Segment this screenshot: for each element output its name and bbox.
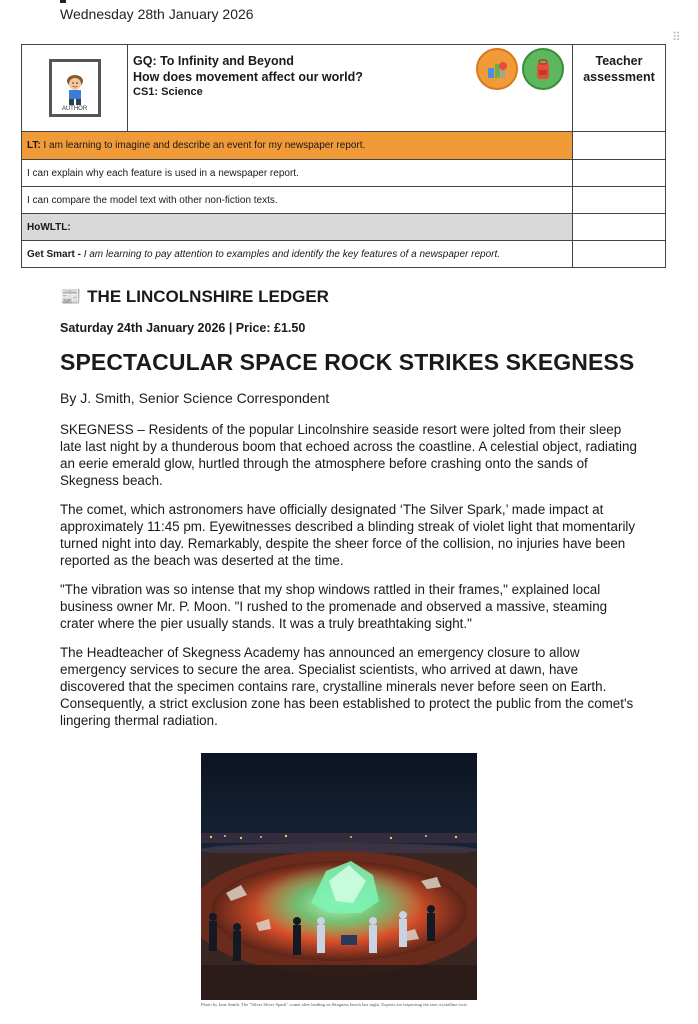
get-smart-text: I am learning to pay attention to examples and identify the key features of a newspaper report.: [83, 248, 501, 260]
howltl-assessment-cell[interactable]: [573, 214, 666, 241]
learning-target-row: [22, 132, 666, 160]
criterion-2: I can compare the model text with other non-fiction texts.: [22, 187, 573, 214]
byline: By J. Smith, Senior Science Correspondent: [60, 390, 330, 406]
get-smart: [22, 241, 573, 268]
newspaper-article: [60, 286, 640, 729]
criteria-row-1: [22, 160, 666, 187]
get-smart-row: [22, 241, 666, 268]
author-cell: [22, 45, 128, 132]
lt-assessment-cell[interactable]: [573, 132, 666, 160]
drag-handle-icon[interactable]: ⠿: [672, 30, 681, 44]
newspaper-icon: 📰: [60, 287, 82, 306]
get-smart-assessment-cell[interactable]: [573, 241, 666, 268]
teacher-assessment-header: [573, 45, 666, 132]
science-tools-icon: [476, 48, 518, 90]
document-date: Wednesday 28th January 2026: [60, 6, 254, 22]
comet-crater-photo: [201, 753, 477, 1000]
top-edge-mark: [60, 0, 66, 3]
teacher-label: Teacher: [595, 54, 643, 68]
learning-objectives-table: [21, 44, 666, 268]
criterion-1: I can explain why each feature is used in a newspaper report.: [22, 160, 573, 187]
subject-icons: [476, 48, 564, 90]
learning-target: [22, 132, 573, 160]
issue-line: Saturday 24th January 2026 | Price: £1.50: [60, 321, 306, 335]
author-badge: [49, 59, 101, 117]
get-smart-prefix: Get Smart -: [27, 248, 84, 260]
criteria-row-2: [22, 187, 666, 214]
photo-caption: Photo by Jane Smith. The "Silver Silver Spark" comet after landing on Skegness beach last night. Experts are inspecting the rare crystalline rock.: [201, 1002, 468, 1007]
paragraph-3: "The vibration was so intense that my shop windows rattled in their frames," explained local business owner Mr. P. Moon. "I rushed to the promenade and observed a massive, steaming crater where the pier usually stands. It was a truly breathtaking sight.": [60, 582, 608, 631]
backpack-icon: [522, 48, 564, 90]
howltl-row: [22, 214, 666, 241]
gq-cell: [128, 45, 573, 132]
newspaper-masthead: [60, 286, 640, 308]
newspaper-name: THE LINCOLNSHIRE LEDGER: [87, 287, 329, 306]
cs-subject: CS1: Science: [133, 86, 203, 98]
criterion-1-assessment-cell[interactable]: [573, 160, 666, 187]
author-character-icon: [60, 72, 90, 106]
assessment-label: assessment: [583, 70, 655, 84]
criterion-2-assessment-cell[interactable]: [573, 187, 666, 214]
gq-question: How does movement affect our world?: [133, 70, 363, 84]
lt-text: I am learning to imagine and describe an event for my newspaper report.: [40, 140, 366, 151]
lt-prefix: LT:: [27, 140, 41, 151]
gq-title: GQ: To Infinity and Beyond: [133, 54, 294, 68]
paragraph-2: The comet, which astronomers have officially designated ‘The Silver Spark,’ made impact at approximately 11:45 pm. Eyewitnesses described a blinding streak of violet light that momentarily turned night into day. Remarkably, despite the sheer force of the collision, no injuries have been reported as the beach was deserted at the time.: [60, 502, 636, 568]
paragraph-4: The Headteacher of Skegness Academy has announced an emergency closure to allow emergency services to secure the area. Specialist scientists, who arrived at dawn, have discovered that the specimen contains rare, crystalline minerals never before seen on Earth. Consequently, a strict exclusion zone has been established to protect the public from the comet's lingering thermal radiation.: [60, 645, 634, 728]
headline: SPECTACULAR SPACE ROCK STRIKES SKEGNESS: [60, 349, 635, 375]
paragraph-1: SKEGNESS – Residents of the popular Lincolnshire seaside resort were jolted from their sleep late last night by a thunderous boom that echoed across the coastline. A celestial object, radiating an eerie emerald glow, hurtled through the atmosphere before crashing onto the sands of Skegness beach.: [60, 422, 637, 488]
author-label: AUTHOR: [61, 106, 88, 112]
howltl-label: HoWLTL:: [22, 214, 573, 241]
